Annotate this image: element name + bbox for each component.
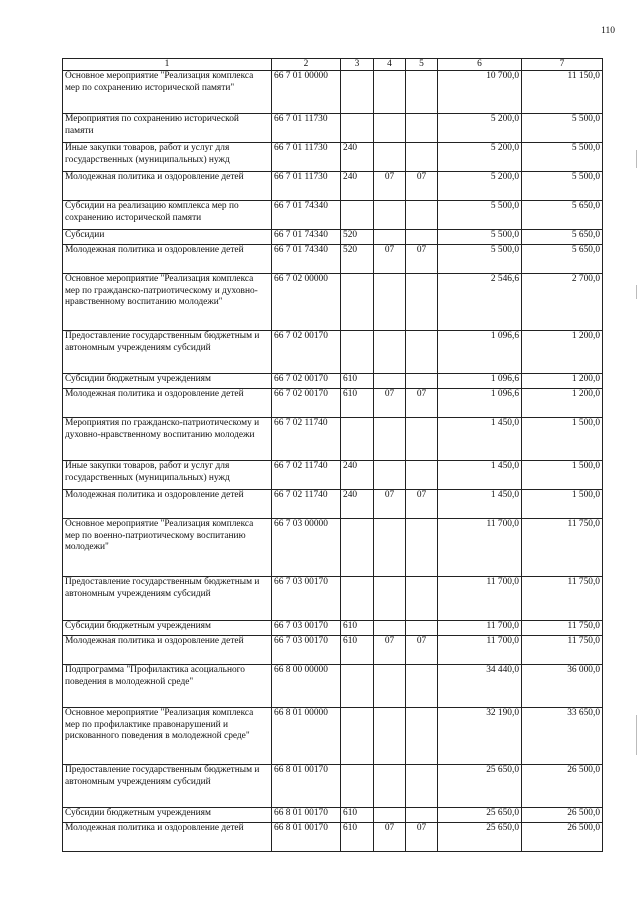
row-amount-1: 5 200,0: [438, 114, 522, 143]
row-name: Молодежная политика и оздоровление детей: [63, 823, 272, 852]
table-row: [63, 143, 603, 172]
row-amount-2: 5 650,0: [522, 201, 603, 230]
row-expense-type: [341, 665, 374, 708]
row-expense-type: 240: [341, 490, 374, 519]
scan-edge-mark: [636, 150, 637, 168]
row-code: 66 7 02 11740: [272, 490, 341, 519]
row-amount-1: 25 650,0: [438, 823, 522, 852]
row-name: Иные закупки товаров, работ и услуг для государственных (муниципальных) нужд: [63, 143, 272, 172]
row-expense-type: 610: [341, 621, 374, 636]
table-row: [63, 765, 603, 808]
page-number: 110: [601, 26, 615, 36]
table-row: [63, 823, 603, 852]
row-name: Молодежная политика и оздоровление детей: [63, 636, 272, 665]
row-name: Основное мероприятие "Реализация комплекса мер по профилактике правонарушений и рискованного поведения в молодежной среде": [63, 708, 272, 765]
row-expense-type: 610: [341, 808, 374, 823]
row-name: Предоставление государственным бюджетным и автономным учреждениям субсидий: [63, 765, 272, 808]
row-amount-1: 10 700,0: [438, 71, 522, 114]
row-name: Молодежная политика и оздоровление детей: [63, 172, 272, 201]
row-expense-type: [341, 519, 374, 577]
row-expense-type: 520: [341, 245, 374, 274]
row-subsection: [406, 114, 438, 143]
row-expense-type: 240: [341, 172, 374, 201]
row-expense-type: [341, 331, 374, 374]
row-code: 66 7 02 11740: [272, 461, 341, 490]
table-row: [63, 172, 603, 201]
row-code: 66 7 01 11730: [272, 114, 341, 143]
row-amount-1: 2 546,6: [438, 274, 522, 331]
row-subsection: 07: [406, 245, 438, 274]
row-name: Мероприятия по сохранению исторической памяти: [63, 114, 272, 143]
table-row: [63, 808, 603, 823]
row-name: Предоставление государственным бюджетным и автономным учреждениям субсидий: [63, 577, 272, 621]
row-amount-1: 5 200,0: [438, 172, 522, 201]
row-section: 07: [374, 389, 406, 418]
row-name: Субсидии бюджетным учреждениям: [63, 621, 272, 636]
row-subsection: [406, 418, 438, 461]
row-amount-2: 1 200,0: [522, 374, 603, 389]
table-row: [63, 418, 603, 461]
row-code: 66 7 01 00000: [272, 71, 341, 114]
row-section: [374, 374, 406, 389]
row-section: 07: [374, 490, 406, 519]
row-subsection: 07: [406, 389, 438, 418]
table-row: [63, 71, 603, 114]
row-subsection: [406, 201, 438, 230]
row-code: 66 7 01 74340: [272, 230, 341, 245]
row-amount-2: 11 750,0: [522, 621, 603, 636]
row-subsection: 07: [406, 490, 438, 519]
table-body: [63, 71, 603, 852]
table-row: [63, 331, 603, 374]
row-code: 66 7 01 74340: [272, 201, 341, 230]
row-section: [374, 418, 406, 461]
row-amount-1: 25 650,0: [438, 808, 522, 823]
row-section: [374, 621, 406, 636]
row-amount-1: 1 450,0: [438, 418, 522, 461]
row-code: 66 7 01 11730: [272, 172, 341, 201]
row-section: [374, 114, 406, 143]
row-code: 66 7 01 74340: [272, 245, 341, 274]
column-header: 1: [63, 59, 272, 71]
row-code: 66 8 01 00000: [272, 708, 341, 765]
row-amount-2: 11 750,0: [522, 519, 603, 577]
row-expense-type: [341, 577, 374, 621]
row-name: Субсидии: [63, 230, 272, 245]
row-subsection: 07: [406, 636, 438, 665]
row-subsection: 07: [406, 172, 438, 201]
budget-table: [62, 58, 603, 852]
row-code: 66 7 02 00000: [272, 274, 341, 331]
row-subsection: [406, 143, 438, 172]
row-section: [374, 461, 406, 490]
row-code: 66 8 00 00000: [272, 665, 341, 708]
table-row: [63, 230, 603, 245]
row-expense-type: [341, 274, 374, 331]
row-expense-type: 240: [341, 143, 374, 172]
row-code: 66 7 02 00170: [272, 374, 341, 389]
row-amount-2: 2 700,0: [522, 274, 603, 331]
column-header: 4: [374, 59, 406, 71]
row-name: Предоставление государственным бюджетным и автономным учреждениям субсидий: [63, 331, 272, 374]
scan-edge-mark: [636, 715, 637, 755]
table-row: [63, 519, 603, 577]
row-section: [374, 143, 406, 172]
row-expense-type: 610: [341, 389, 374, 418]
row-code: 66 7 02 00170: [272, 389, 341, 418]
row-amount-2: 33 650,0: [522, 708, 603, 765]
row-section: [374, 331, 406, 374]
row-amount-1: 34 440,0: [438, 665, 522, 708]
column-header: 7: [522, 59, 603, 71]
row-section: 07: [374, 823, 406, 852]
table-header-row: [63, 59, 603, 71]
column-header: 6: [438, 59, 522, 71]
row-name: Субсидии на реализацию комплекса мер по сохранению исторической памяти: [63, 201, 272, 230]
row-name: Субсидии бюджетным учреждениям: [63, 808, 272, 823]
row-amount-2: 26 500,0: [522, 765, 603, 808]
row-section: 07: [374, 172, 406, 201]
table-row: [63, 636, 603, 665]
row-expense-type: [341, 201, 374, 230]
table-row: [63, 245, 603, 274]
row-amount-2: 1 200,0: [522, 389, 603, 418]
row-name: Подпрограмма "Профилактика асоциального поведения в молодежной среде": [63, 665, 272, 708]
row-name: Иные закупки товаров, работ и услуг для государственных (муниципальных) нужд: [63, 461, 272, 490]
table-row: [63, 389, 603, 418]
row-subsection: [406, 665, 438, 708]
row-expense-type: 520: [341, 230, 374, 245]
row-amount-2: 26 500,0: [522, 808, 603, 823]
row-code: 66 7 01 11730: [272, 143, 341, 172]
row-code: 66 7 02 11740: [272, 418, 341, 461]
row-amount-1: 25 650,0: [438, 765, 522, 808]
row-amount-2: 11 750,0: [522, 636, 603, 665]
row-code: 66 7 02 00170: [272, 331, 341, 374]
row-subsection: 07: [406, 823, 438, 852]
row-section: [374, 708, 406, 765]
row-subsection: [406, 274, 438, 331]
row-amount-1: 5 200,0: [438, 143, 522, 172]
row-name: Субсидии бюджетным учреждениям: [63, 374, 272, 389]
row-amount-1: 11 700,0: [438, 519, 522, 577]
row-name: Основное мероприятие "Реализация комплекса мер по военно-патриотическому воспитанию молодежи": [63, 519, 272, 577]
row-section: 07: [374, 245, 406, 274]
column-header: 3: [341, 59, 374, 71]
row-subsection: [406, 461, 438, 490]
row-amount-1: 11 700,0: [438, 621, 522, 636]
column-header: 2: [272, 59, 341, 71]
row-name: Основное мероприятие "Реализация комплекса мер по гражданско-патриотическому и духовно-нравственному воспитанию молодежи": [63, 274, 272, 331]
row-code: 66 7 03 00170: [272, 577, 341, 621]
row-amount-2: 26 500,0: [522, 823, 603, 852]
scan-edge-mark: [636, 285, 637, 299]
row-amount-1: 1 450,0: [438, 461, 522, 490]
row-expense-type: [341, 418, 374, 461]
row-name: Молодежная политика и оздоровление детей: [63, 389, 272, 418]
row-subsection: [406, 374, 438, 389]
row-amount-2: 5 650,0: [522, 230, 603, 245]
row-expense-type: [341, 708, 374, 765]
row-section: [374, 230, 406, 245]
row-amount-1: 5 500,0: [438, 201, 522, 230]
row-code: 66 8 01 00170: [272, 808, 341, 823]
row-subsection: [406, 765, 438, 808]
row-expense-type: [341, 71, 374, 114]
row-amount-2: 5 500,0: [522, 114, 603, 143]
table-row: [63, 490, 603, 519]
table-row: [63, 114, 603, 143]
row-expense-type: 610: [341, 823, 374, 852]
row-amount-1: 5 500,0: [438, 245, 522, 274]
row-subsection: [406, 519, 438, 577]
row-section: 07: [374, 636, 406, 665]
row-expense-type: 240: [341, 461, 374, 490]
table-row: [63, 577, 603, 621]
row-amount-2: 5 500,0: [522, 172, 603, 201]
row-name: Мероприятия по гражданско-патриотическому и духовно-нравственному воспитанию молодежи: [63, 418, 272, 461]
row-subsection: [406, 808, 438, 823]
row-amount-1: 1 096,6: [438, 331, 522, 374]
table-row: [63, 708, 603, 765]
row-amount-1: 5 500,0: [438, 230, 522, 245]
row-subsection: [406, 621, 438, 636]
row-expense-type: [341, 114, 374, 143]
table-row: [63, 461, 603, 490]
row-code: 66 7 03 00170: [272, 636, 341, 665]
row-amount-2: 1 500,0: [522, 461, 603, 490]
row-amount-2: 1 500,0: [522, 490, 603, 519]
row-amount-2: 36 000,0: [522, 665, 603, 708]
row-amount-1: 11 700,0: [438, 577, 522, 621]
row-amount-1: 32 190,0: [438, 708, 522, 765]
row-section: [374, 577, 406, 621]
row-expense-type: [341, 765, 374, 808]
row-amount-1: 1 096,6: [438, 389, 522, 418]
row-name: Молодежная политика и оздоровление детей: [63, 245, 272, 274]
row-amount-1: 1 450,0: [438, 490, 522, 519]
row-expense-type: 610: [341, 374, 374, 389]
table-row: [63, 274, 603, 331]
row-amount-2: 11 750,0: [522, 577, 603, 621]
row-section: [374, 519, 406, 577]
row-amount-2: 1 200,0: [522, 331, 603, 374]
column-header: 5: [406, 59, 438, 71]
row-code: 66 7 03 00000: [272, 519, 341, 577]
row-code: 66 8 01 00170: [272, 765, 341, 808]
row-section: [374, 274, 406, 331]
row-expense-type: 610: [341, 636, 374, 665]
table-row: [63, 201, 603, 230]
row-section: [374, 665, 406, 708]
row-section: [374, 765, 406, 808]
row-subsection: [406, 331, 438, 374]
table-row: [63, 374, 603, 389]
row-code: 66 7 03 00170: [272, 621, 341, 636]
row-subsection: [406, 230, 438, 245]
row-name: Молодежная политика и оздоровление детей: [63, 490, 272, 519]
row-subsection: [406, 71, 438, 114]
row-amount-1: 1 096,6: [438, 374, 522, 389]
row-amount-1: 11 700,0: [438, 636, 522, 665]
row-amount-2: 11 150,0: [522, 71, 603, 114]
row-code: 66 8 01 00170: [272, 823, 341, 852]
row-subsection: [406, 708, 438, 765]
row-amount-2: 5 650,0: [522, 245, 603, 274]
row-name: Основное мероприятие "Реализация комплекса мер по сохранению исторической памяти": [63, 71, 272, 114]
row-subsection: [406, 577, 438, 621]
row-amount-2: 5 500,0: [522, 143, 603, 172]
table-row: [63, 665, 603, 708]
row-section: [374, 808, 406, 823]
row-amount-2: 1 500,0: [522, 418, 603, 461]
table-row: [63, 621, 603, 636]
row-section: [374, 201, 406, 230]
row-section: [374, 71, 406, 114]
